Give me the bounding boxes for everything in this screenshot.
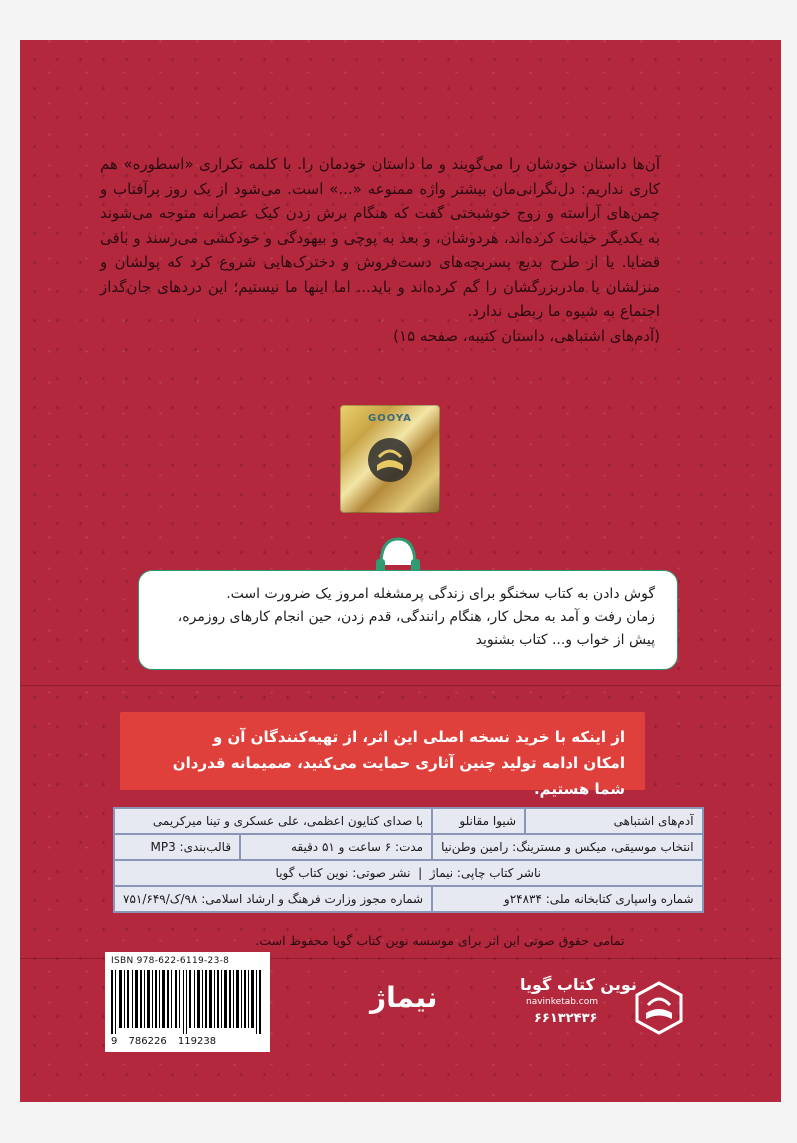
book-excerpt [100, 152, 660, 348]
credits-table [113, 807, 704, 913]
info-line-2: زمان رفت و آمد به محل کار، هنگام رانندگی، قدم زدن، حین انجام کارهای روزمره، [177, 609, 655, 625]
credit-author: شیوا مقانلو [432, 808, 525, 834]
credit-audio-publisher: نشر صوتی: نوین کتاب گویا [275, 866, 411, 880]
credit-voices: با صدای کتایون اعظمی، علی عسکری و تینا میرکریمی [114, 808, 432, 834]
divider-line [20, 685, 781, 686]
credit-title: آدم‌های اشتباهی [525, 808, 702, 834]
table-row [114, 860, 703, 886]
gooya-emblem-icon [634, 981, 684, 1035]
banner-line-1: از اینکه با خرید نسخه اصلی این اثر، از تهیه‌کنندگان آن و [212, 728, 625, 746]
nima-logo: نیماژ [370, 981, 438, 1014]
credit-national-number: شماره واسپاری کتابخانه ملی: ۲۴۸۳۴و [432, 886, 702, 912]
hologram-sticker [340, 405, 440, 513]
gooya-book-icon [365, 435, 415, 485]
copyright-notice: تمامی حقوق صوتی این اثر برای موسسه نوین کتاب گویا محفوظ است. [255, 933, 625, 948]
gooya-phone: ۶۶۱۳۲۴۳۶ [534, 1011, 598, 1026]
excerpt-source: (آدم‌های اشتباهی، داستان کتیبه، صفحه ۱۵) [393, 326, 660, 345]
sticker-label: GOOYA [368, 413, 412, 424]
barcode-bars [111, 970, 263, 1034]
excerpt-text: آن‌ها داستان خودشان را می‌گویند و ما داستان خودمان را. با کلمه تکراری «اسطوره» هم کاری نداریم: دل‌نگرانی‌مان بیشتر واژه ممنوعه «...» است. می‌شود از یک روز پرآفتاب و چمن‌های آراسته و زوج خوشبختی گفت که هنگام برش زدن کیک عصرانه متوجه می‌شوند به یکدیگر خیانت کرده‌اند، هردوشان، و بعد به پوچی و بیهودگی و خودکشی می‌رسند و باقی قضایا. یا از طرح بدیع پسربچه‌های دست‌فروش و دخترک‌هایی شروع کرد که پولشان و منزلشان یا مادربزرگشان را گم کرده‌اند و باید... اما اینها ما نیستیم؛ این دردهای جان‌گداز اجتماع به شیوه ما ربطی ندارد. [100, 155, 660, 320]
gooya-site: navinketab.com [526, 997, 599, 1007]
headphones-icon [375, 535, 421, 575]
audiobook-info-box [138, 570, 678, 670]
barcode-digits: 9 786226 119238 [111, 1036, 217, 1047]
gooya-logo [512, 975, 692, 1045]
banner-line-2: امکان ادامه تولید چنین آثاری حمایت می‌کنید، صمیمانه قدردان شما هستیم. [172, 754, 625, 798]
credit-license: شماره مجوز وزارت فرهنگ و ارشاد اسلامی: ۹۸/ک/۷۵۱/۶۴۹ [114, 886, 432, 912]
credit-music: انتخاب موسیقی، میکس و مسترینگ: رامین وطن‌نیا [432, 834, 702, 860]
credit-duration: مدت: ۶ ساعت و ۵۱ دقیقه [240, 834, 432, 860]
barcode [105, 952, 270, 1052]
info-line-1: گوش دادن به کتاب سخنگو برای زندگی پرمشغله امروز یک ضرورت است. [226, 586, 655, 602]
table-row [114, 886, 703, 912]
thank-you-banner [120, 712, 645, 798]
credit-print-publisher: ناشر کتاب چاپی: نیماژ [429, 866, 541, 880]
info-line-3: پیش از خواب و... کتاب بشنوید [475, 632, 655, 648]
gooya-name: نوین کتاب گویا [520, 975, 637, 994]
table-row [114, 834, 703, 860]
credit-publishers: ناشر کتاب چاپی: نیماژ | نشر صوتی: نوین کتاب گویا [114, 860, 703, 886]
credit-format: قالب‌بندی: MP3 [114, 834, 240, 860]
table-row [114, 808, 703, 834]
isbn-text: ISBN 978-622-6119-23-8 [111, 956, 230, 966]
